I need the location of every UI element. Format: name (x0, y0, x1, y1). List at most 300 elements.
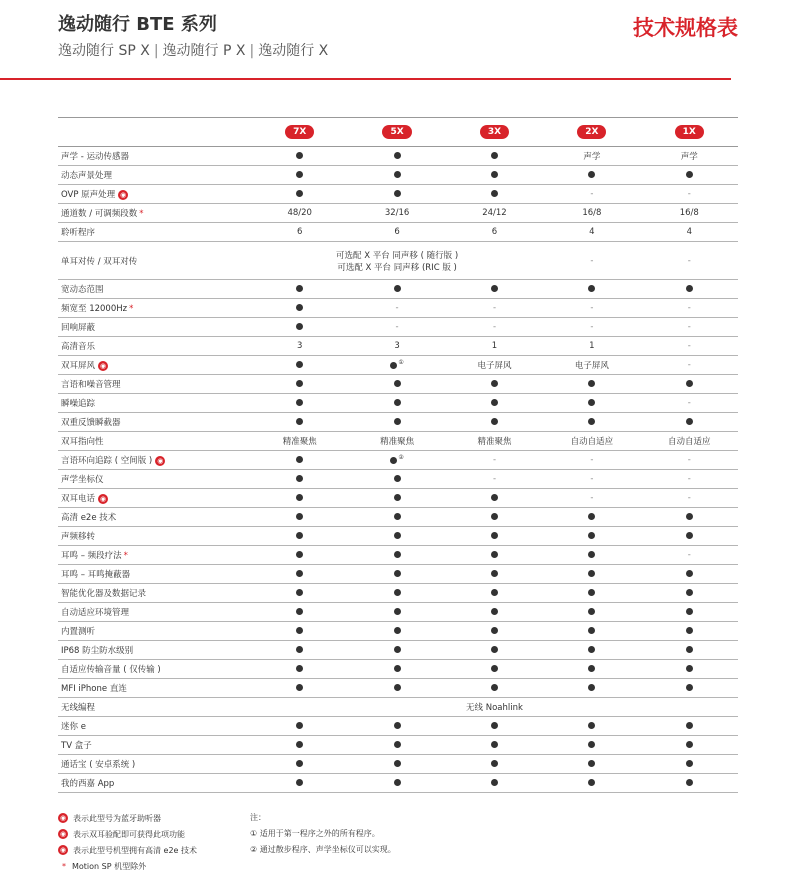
spec-cell (446, 223, 543, 242)
not-available-dash: - (687, 398, 691, 408)
spec-cell (446, 394, 543, 413)
feature-label (58, 413, 251, 432)
feature-label (58, 432, 251, 451)
feature-dot (296, 513, 303, 520)
feature-name: 声频移转 (61, 532, 96, 542)
feature-label (58, 584, 251, 603)
feature-name: 双耳指向性 (61, 437, 104, 447)
feature-dot (588, 418, 595, 425)
spec-cell (251, 223, 348, 242)
cell-value: 48/20 (287, 208, 312, 218)
feature-dot (296, 171, 303, 178)
spec-cell (543, 413, 640, 432)
spec-cell (251, 204, 348, 223)
feature-label (58, 451, 251, 470)
feature-dot (588, 513, 595, 520)
spec-cell (543, 717, 640, 736)
feature-dot (394, 152, 401, 159)
model-column-header (641, 118, 738, 147)
spec-cell (251, 280, 348, 299)
legend-item (58, 810, 197, 826)
subtitle-separator: | (249, 43, 255, 59)
not-available-dash: - (687, 360, 691, 370)
feature-dot (394, 418, 401, 425)
feature-label (58, 774, 251, 793)
table-row (58, 185, 738, 204)
feature-dot (686, 741, 693, 748)
legend-item (58, 826, 197, 842)
spec-cell (543, 774, 640, 793)
feature-dot (394, 627, 401, 634)
feature-dot (296, 380, 303, 387)
spec-cell (251, 147, 348, 166)
feature-name: 耳鸣 – 耳鸣掩蔽器 (61, 570, 131, 580)
model-column-header (543, 118, 640, 147)
red-badge-icon: ◉ (99, 494, 107, 503)
spec-cell (446, 147, 543, 166)
model-badge: 2X (577, 125, 606, 139)
spec-cell (348, 717, 445, 736)
cell-value: 6 (394, 227, 400, 237)
not-available-dash: - (687, 474, 691, 484)
red-badge-icon: ◉ (120, 190, 127, 199)
table-row (58, 679, 738, 698)
not-available-dash: - (687, 493, 691, 503)
feature-name: 迷你 e (61, 722, 86, 732)
feature-dot (296, 152, 303, 159)
subtitle-separator: | (153, 43, 159, 59)
feature-dot (394, 608, 401, 615)
feature-dot (686, 570, 693, 577)
spec-cell (543, 223, 640, 242)
spec-cell (543, 337, 640, 356)
spec-cell (543, 527, 640, 546)
spec-cell (251, 356, 348, 375)
legend-item (58, 842, 197, 858)
feature-name: TV 盒子 (61, 741, 92, 751)
feature-label (58, 242, 251, 280)
feature-dot (588, 684, 595, 691)
feature-name: 瞬噪追踪 (61, 399, 96, 409)
spec-cell (348, 223, 445, 242)
table-row (58, 242, 738, 280)
spec-cell (348, 774, 445, 793)
cell-value: 精准聚焦 (282, 437, 317, 447)
not-available-dash: - (687, 303, 691, 313)
spec-cell (641, 147, 738, 166)
spec-cell (641, 337, 738, 356)
cell-value: 声学 (680, 152, 698, 162)
footnote-ref: ① (398, 359, 404, 367)
spec-cell (348, 204, 445, 223)
feature-label (58, 166, 251, 185)
feature-dot (296, 494, 303, 501)
header-blank (58, 118, 251, 147)
cell-value: 32/16 (384, 208, 410, 218)
feature-dot (588, 646, 595, 653)
spec-cell (251, 717, 348, 736)
spec-cell (348, 584, 445, 603)
feature-dot (296, 361, 303, 368)
legend-text: Motion SP 机型除外 (72, 861, 147, 871)
cell-value: 16/8 (679, 208, 699, 218)
feature-label (58, 489, 251, 508)
feature-dot (491, 570, 498, 577)
feature-dot (394, 646, 401, 653)
feature-name: 耳鸣 – 频段疗法 (61, 551, 122, 561)
asterisk-mark: * (129, 304, 134, 314)
spec-cell (446, 166, 543, 185)
spec-cell (641, 622, 738, 641)
table-row (58, 755, 738, 774)
spec-cell (641, 451, 738, 470)
table-row (58, 432, 738, 451)
feature-label (58, 470, 251, 489)
feature-label (58, 641, 251, 660)
feature-name: 我的西嘉 App (61, 779, 115, 789)
cell-value: 精准聚焦 (380, 437, 415, 447)
feature-name: 内置测听 (61, 627, 96, 637)
not-available-dash: - (492, 474, 497, 484)
feature-name: 高清 e2e 技术 (61, 513, 117, 523)
feature-dot (394, 532, 401, 539)
merged-line: 可选配 X 平台 同声移 (RIC 版 ) (337, 262, 457, 273)
spec-cell (543, 755, 640, 774)
spec-cell (446, 413, 543, 432)
table-row (58, 660, 738, 679)
feature-dot (394, 570, 401, 577)
feature-dot (491, 494, 498, 501)
feature-label (58, 356, 251, 375)
table-row (58, 717, 738, 736)
spec-cell (641, 660, 738, 679)
feature-dot (296, 627, 303, 634)
spec-cell (251, 451, 348, 470)
spec-cell (446, 337, 543, 356)
spec-cell (446, 204, 543, 223)
cell-value: 精准聚焦 (477, 437, 512, 447)
document-title: 技术规格表 (633, 16, 738, 40)
feature-name: MFI iPhone 直连 (61, 684, 127, 694)
table-row (58, 299, 738, 318)
not-available-dash: - (590, 474, 594, 484)
note-item: ② 通过散步程序、声学坐标仪可以实现。 (250, 845, 396, 854)
not-available-dash: - (590, 189, 594, 199)
spec-cell (543, 565, 640, 584)
spec-cell (251, 299, 348, 318)
spec-cell (446, 622, 543, 641)
feature-dot (491, 760, 498, 767)
spec-cell (641, 375, 738, 394)
feature-dot (686, 418, 693, 425)
feature-dot (394, 171, 401, 178)
spec-cell (446, 470, 543, 489)
model-column-header (446, 118, 543, 147)
spec-cell (348, 166, 445, 185)
spec-cell (251, 508, 348, 527)
subtitle (58, 40, 328, 60)
spec-cell (446, 755, 543, 774)
feature-dot (394, 475, 401, 482)
spec-cell (543, 489, 640, 508)
feature-label (58, 717, 251, 736)
feature-dot (588, 665, 595, 672)
spec-cell (543, 622, 640, 641)
feature-label (58, 679, 251, 698)
page-title: 逸动随行 BTE 系列 (58, 14, 217, 35)
merged-line: 可选配 X 平台 同声移 ( 随行版 ) (336, 250, 459, 261)
feature-dot (296, 741, 303, 748)
spec-cell (641, 413, 738, 432)
feature-dot (588, 285, 595, 292)
spec-cell (641, 470, 738, 489)
feature-dot (491, 551, 498, 558)
feature-dot (394, 399, 401, 406)
spec-cell (543, 641, 640, 660)
feature-dot (491, 665, 498, 672)
spec-cell (251, 679, 348, 698)
feature-dot (296, 456, 303, 463)
spec-cell (543, 451, 640, 470)
spec-cell (543, 147, 640, 166)
notes (250, 812, 396, 860)
spec-cell (348, 660, 445, 679)
not-available-dash: - (395, 322, 399, 332)
bluetooth-badge-icon: ◉ (59, 814, 67, 822)
spec-cell (543, 356, 640, 375)
feature-dot (491, 513, 498, 520)
feature-label (58, 394, 251, 413)
not-available-dash: - (590, 322, 594, 332)
model-badge: 7X (285, 125, 314, 139)
feature-name: IP68 防尘防水级别 (61, 646, 134, 656)
feature-dot (491, 399, 498, 406)
spec-cell (641, 641, 738, 660)
feature-label (58, 185, 251, 204)
spec-cell (543, 280, 640, 299)
feature-label (58, 204, 251, 223)
feature-dot (296, 304, 303, 311)
spec-cell (446, 641, 543, 660)
feature-label (58, 755, 251, 774)
feature-dot (296, 589, 303, 596)
spec-cell (641, 679, 738, 698)
feature-label (58, 736, 251, 755)
spec-cell (446, 185, 543, 204)
spec-cell (543, 584, 640, 603)
feature-dot (686, 171, 693, 178)
feature-name: 频宽至 12000Hz (61, 304, 128, 314)
feature-dot (686, 722, 693, 729)
feature-dot (394, 589, 401, 596)
feature-label (58, 622, 251, 641)
note-item: ① 适用于第一程序之外的所有程序。 (250, 829, 380, 838)
spec-cell (348, 603, 445, 622)
table-row (58, 527, 738, 546)
table-row (58, 603, 738, 622)
cell-value: 电子屏风 (574, 361, 609, 371)
header-divider (0, 78, 731, 80)
spec-cell (251, 603, 348, 622)
feature-label (58, 147, 251, 166)
feature-dot (296, 285, 303, 292)
spec-cell (348, 432, 445, 451)
legend-text: 表示双耳验配即可获得此项功能 (73, 829, 185, 839)
feature-dot (296, 418, 303, 425)
not-available-dash: - (395, 303, 399, 313)
feature-dot (394, 779, 401, 786)
feature-name: 双重反馈瞬截器 (61, 418, 121, 428)
feature-name: 单耳对传 / 双耳对传 (61, 256, 138, 267)
feature-dot (296, 570, 303, 577)
spec-cell (348, 736, 445, 755)
table-header-row (58, 118, 738, 147)
spec-cell (251, 755, 348, 774)
spec-cell (543, 185, 640, 204)
spec-cell (641, 717, 738, 736)
spec-cell (251, 565, 348, 584)
feature-dot (296, 475, 303, 482)
spec-cell (543, 375, 640, 394)
table-row (58, 698, 738, 717)
merged-cell (251, 242, 543, 280)
feature-dot (686, 380, 693, 387)
feature-name: 声学坐标仪 (61, 475, 104, 485)
table-row (58, 356, 738, 375)
spec-cell (348, 356, 445, 375)
subtitle-model-3: 逸动随行 X (258, 43, 329, 59)
feature-dot (686, 608, 693, 615)
legend-item (58, 858, 197, 874)
spec-cell (446, 584, 543, 603)
spec-cell (251, 394, 348, 413)
feature-label (58, 337, 251, 356)
feature-dot (686, 646, 693, 653)
table-row (58, 337, 738, 356)
feature-dot (491, 589, 498, 596)
cell-value: 24/12 (482, 208, 507, 218)
spec-cell (543, 546, 640, 565)
spec-cell (348, 147, 445, 166)
feature-dot (296, 190, 303, 197)
feature-label (58, 318, 251, 337)
table-row (58, 489, 738, 508)
spec-cell (543, 166, 640, 185)
spec-cell (641, 489, 738, 508)
spec-cell (348, 375, 445, 394)
feature-dot (394, 380, 401, 387)
spec-cell (251, 489, 348, 508)
spec-cell (251, 185, 348, 204)
spec-cell (446, 318, 543, 337)
not-available-dash: - (492, 303, 497, 313)
spec-cell (251, 660, 348, 679)
table-row (58, 204, 738, 223)
spec-cell (251, 527, 348, 546)
not-available-dash: - (687, 322, 691, 332)
not-available-dash: - (492, 322, 497, 332)
spec-cell (251, 546, 348, 565)
feature-dot (296, 551, 303, 558)
feature-dot (296, 665, 303, 672)
spec-cell (641, 223, 738, 242)
model-column-header (348, 118, 445, 147)
feature-dot (588, 760, 595, 767)
spec-cell (446, 299, 543, 318)
spec-cell (641, 546, 738, 565)
spec-cell (641, 736, 738, 755)
spec-cell (251, 318, 348, 337)
feature-dot (491, 741, 498, 748)
feature-dot (491, 190, 498, 197)
not-available-dash: - (687, 341, 691, 351)
feature-name: 聆听程序 (61, 228, 96, 238)
feature-name: 言语环向追踪 ( 空间版 ) (61, 456, 153, 466)
feature-dot (394, 760, 401, 767)
feature-label (58, 375, 251, 394)
table-row (58, 584, 738, 603)
feature-dot (390, 362, 397, 369)
feature-dot (296, 779, 303, 786)
cell-value: 3 (296, 341, 303, 351)
spec-cell (446, 375, 543, 394)
feature-dot (588, 171, 595, 178)
spec-cell (543, 679, 640, 698)
feature-dot (686, 684, 693, 691)
spec-cell (251, 470, 348, 489)
feature-dot (394, 551, 401, 558)
feature-dot (394, 513, 401, 520)
spec-cell (446, 679, 543, 698)
feature-name: 自动适应环境管理 (61, 608, 130, 618)
not-available-dash: - (687, 255, 691, 266)
spec-cell (543, 318, 640, 337)
e2e-badge-icon: ◉ (59, 846, 67, 854)
spec-cell (641, 527, 738, 546)
table-row (58, 451, 738, 470)
feature-dot (491, 722, 498, 729)
spec-cell (446, 660, 543, 679)
feature-name: 双耳屏风 (61, 361, 96, 371)
feature-name: 言语和噪音管理 (61, 380, 121, 390)
feature-name: 高清音乐 (61, 342, 96, 352)
asterisk-mark: * (139, 209, 144, 219)
not-available-dash: - (590, 255, 594, 266)
feature-dot (686, 760, 693, 767)
notes-title: 注： (250, 813, 266, 822)
cell-value: 声学 (583, 152, 601, 162)
spec-cell (543, 603, 640, 622)
feature-dot (394, 741, 401, 748)
feature-dot (491, 627, 498, 634)
model-badge: 3X (480, 125, 509, 139)
table-row (58, 565, 738, 584)
spec-cell (348, 489, 445, 508)
table-row (58, 413, 738, 432)
table-row (58, 147, 738, 166)
cell-value: 自动自适应 (668, 437, 711, 447)
feature-dot (588, 399, 595, 406)
spec-cell (251, 622, 348, 641)
feature-dot (588, 627, 595, 634)
spec-cell (251, 736, 348, 755)
cell-value: 16/8 (582, 208, 602, 218)
table-row (58, 166, 738, 185)
spec-cell (251, 774, 348, 793)
spec-cell (543, 660, 640, 679)
cell-value: 6 (296, 227, 303, 237)
table-row (58, 736, 738, 755)
